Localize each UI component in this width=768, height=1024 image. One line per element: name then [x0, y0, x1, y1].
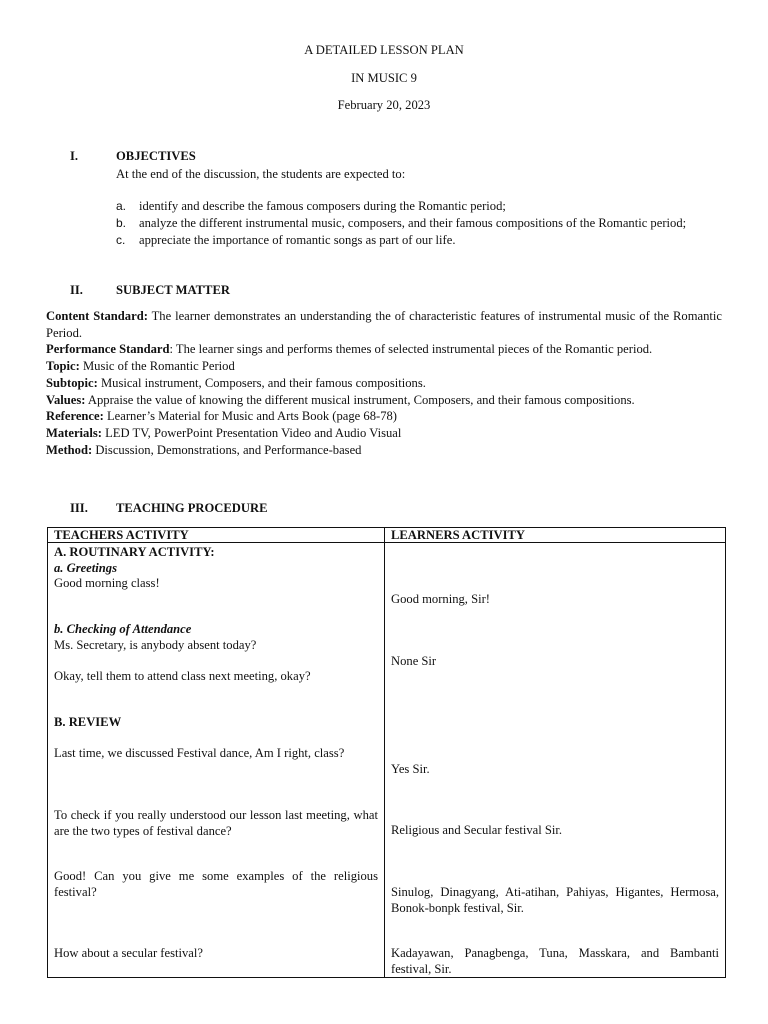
field-text: Music of the Romantic Period — [79, 359, 235, 374]
teaching-procedure-heading: TEACHING PROCEDURE — [116, 501, 268, 515]
field-text: : The learner sings and performs themes of selected instrumental pieces of the Romantic period. — [169, 342, 653, 357]
field-method — [46, 442, 722, 459]
field-values — [46, 392, 722, 409]
field-reference — [46, 408, 722, 425]
field-label: Content Standard: — [46, 309, 148, 323]
objective-letter: b. — [116, 216, 127, 230]
field-label: Reference: — [46, 409, 104, 424]
attendance-heading: b. Checking of Attendance — [54, 622, 192, 636]
subject-matter-number: II. — [70, 283, 83, 297]
field-subtopic — [46, 375, 722, 392]
doc-subject: IN MUSIC 9 — [351, 71, 417, 85]
objectives-heading: OBJECTIVES — [116, 149, 196, 163]
routinary-heading: A. ROUTINARY ACTIVITY: — [54, 545, 215, 559]
learner-answer-2: None Sir — [391, 654, 437, 668]
field-materials — [46, 425, 722, 442]
learners-activity-header: LEARNERS ACTIVITY — [385, 528, 726, 543]
field-topic — [46, 358, 722, 375]
field-text: Learner’s Material for Music and Arts Book (page 68-78) — [103, 409, 397, 424]
learner-answer-4: Religious and Secular festival Sir. — [391, 823, 563, 837]
doc-title: A DETAILED LESSON PLAN — [304, 43, 464, 57]
teaching-procedure-number: III. — [70, 501, 88, 515]
learner-answer-6: Kadayawan, Panagbenga, Tuna, Masskara, and Bambanti festival, Sir. — [391, 946, 719, 976]
objective-letter: a. — [116, 199, 127, 213]
attendance-question: Ms. Secretary, is anybody absent today? — [54, 638, 257, 652]
field-text: The learner demonstrates an understanding the of characteristic features of instrumental music of the Romantic Period. — [46, 309, 722, 340]
objective-item — [116, 198, 722, 214]
field-label: Materials: — [46, 425, 102, 440]
review-heading: B. REVIEW — [54, 715, 122, 729]
objective-item — [116, 232, 722, 248]
objectives-number: I. — [70, 149, 79, 163]
field-text: Appraise the value of knowing the different musical instrument, Composers, and their famous compositions. — [85, 392, 635, 407]
greetings-heading: a. Greetings — [54, 561, 117, 575]
field-content-standard — [46, 308, 722, 341]
teachers-activity-header: TEACHERS ACTIVITY — [48, 528, 385, 543]
objective-text: analyze the different instrumental music, composers, and their famous compositions of the Romantic period; — [139, 216, 687, 230]
learners-activity-cell — [385, 543, 726, 978]
review-question-1: Last time, we discussed Festival dance, Am I right, class? — [54, 746, 345, 760]
field-text: Musical instrument, Composers, and their famous compositions. — [97, 375, 426, 390]
field-label: Performance Standard — [46, 342, 170, 357]
field-label: Method: — [46, 442, 93, 457]
review-question-3: Good! Can you give me some examples of the religious festival? — [54, 869, 378, 899]
procedure-table — [47, 527, 726, 978]
table-row — [48, 543, 726, 978]
objective-text: appreciate the importance of romantic songs as part of our life. — [139, 233, 456, 247]
objectives-list — [116, 198, 722, 249]
field-label: Values: — [46, 392, 86, 407]
objective-letter: c. — [116, 233, 126, 247]
field-performance-standard — [46, 341, 722, 358]
field-label: Subtopic: — [46, 375, 98, 390]
subject-matter-heading: SUBJECT MATTER — [116, 283, 230, 297]
subject-matter-fields — [46, 308, 722, 458]
field-label: Topic: — [46, 359, 80, 374]
review-question-4: How about a secular festival? — [54, 946, 203, 960]
field-text: LED TV, PowerPoint Presentation Video and Audio Visual — [101, 425, 402, 440]
doc-date: February 20, 2023 — [337, 98, 431, 112]
learner-answer-5: Sinulog, Dinagyang, Ati-atihan, Pahiyas, Higantes, Hermosa, Bonok-bonpk festival, Sir. — [391, 885, 719, 915]
learner-answer-1: Good morning, Sir! — [391, 592, 490, 606]
field-text: Discussion, Demonstrations, and Performance-based — [92, 442, 362, 457]
greetings-line: Good morning class! — [54, 576, 160, 590]
review-question-2: To check if you really understood our lesson last meeting, what are the two types of festival dance? — [54, 808, 378, 838]
objective-item — [116, 215, 722, 231]
teachers-activity-cell — [48, 543, 385, 978]
attendance-follow-up: Okay, tell them to attend class next meeting, okay? — [54, 669, 311, 683]
table-header-row — [48, 528, 726, 543]
objectives-intro: At the end of the discussion, the students are expected to: — [116, 167, 406, 181]
learner-answer-3: Yes Sir. — [391, 762, 430, 776]
objective-text: identify and describe the famous composers during the Romantic period; — [139, 199, 506, 213]
